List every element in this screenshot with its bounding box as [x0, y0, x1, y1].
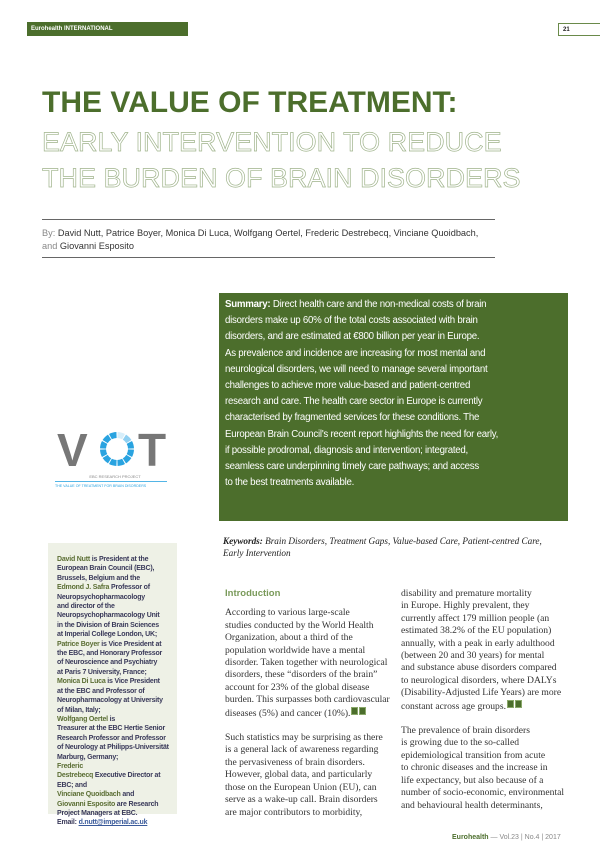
bio-line	[57, 668, 173, 677]
reference-marker-icon[interactable]	[515, 700, 522, 708]
text-line	[401, 800, 573, 812]
email-label: Email:	[57, 819, 79, 827]
bio-line	[57, 583, 173, 592]
text-line-content: account for 23% of the global disease	[225, 681, 370, 693]
text-line	[401, 687, 573, 699]
bio-email-line	[57, 818, 173, 827]
byline-label: By:	[42, 228, 56, 238]
summary-line	[225, 427, 562, 443]
text-line	[225, 620, 397, 632]
summary-line	[225, 443, 562, 459]
email-link[interactable]: d.nutt@imperial.ac.uk	[78, 819, 148, 827]
bio-name: Monica Di Luca	[57, 678, 106, 686]
logo-caption-1: EBC RESEARCH PROJECT	[89, 474, 141, 479]
divider	[42, 219, 495, 220]
bio-text: Marburg, Germany;	[57, 753, 119, 761]
footer	[452, 834, 561, 841]
summary-line	[225, 297, 562, 313]
bio-text: at Paris 7 University, France;	[57, 668, 147, 676]
reference-marker-icon[interactable]	[351, 707, 358, 715]
text-line-content: life expectancy, but also because of a	[401, 774, 544, 786]
bio-text: European Brain Council (EBC),	[57, 565, 155, 573]
logo-caption-2: THE VALUE OF TREATMENT FOR BRAIN DISORDERS	[55, 484, 147, 488]
text-line-content: annually, with a peak in early adulthood	[401, 637, 555, 649]
bio-line	[57, 630, 173, 639]
text-line-content: constant across age groups.	[401, 700, 506, 712]
bio-text: of Neurology at Philipps-Universität	[57, 744, 169, 752]
bio-line	[57, 715, 173, 724]
bio-text: Project Managers at EBC.	[57, 809, 138, 817]
footer-sep: |	[539, 834, 546, 841]
bio-text: of Neuroscience and Psychiatry	[57, 659, 158, 667]
bio-line	[57, 640, 173, 649]
bio-name: Edmond J. Safra	[57, 584, 110, 592]
bio-name: Destrebecq	[57, 772, 94, 780]
summary-line	[225, 362, 562, 378]
bio-line	[57, 564, 173, 573]
text-line-content: diseases (5%) and cancer (10%).	[225, 707, 351, 719]
bio-text: is Vice President	[105, 678, 160, 686]
text-line-content: Organization, about a third of the	[225, 632, 353, 644]
bio-text: and director of the	[57, 603, 115, 611]
bio-line	[57, 753, 173, 762]
text-line	[401, 737, 573, 749]
keywords-text: Early Intervention	[223, 547, 291, 558]
bio-name: Giovanni Esposito	[57, 800, 116, 808]
text-line-content: disorder. Taken together with neurological	[225, 657, 388, 669]
summary-line	[225, 346, 562, 362]
text-line	[225, 682, 397, 694]
text-line	[225, 744, 397, 756]
bio-text: of Milan, Italy;	[57, 706, 101, 714]
bio-line	[57, 781, 173, 790]
text-line	[225, 607, 397, 619]
text-line	[401, 588, 573, 600]
summary-line	[225, 394, 562, 410]
text-line-content: disorders, these “disorders of the brain”	[225, 669, 378, 681]
divider	[42, 257, 495, 258]
bio-text: is Vice President at	[99, 640, 162, 648]
text-line	[225, 732, 397, 744]
text-line-content: is growing due to the so-called	[401, 737, 520, 749]
bio-line	[57, 724, 173, 733]
bio-text: Neuropsychopharmacology	[57, 593, 145, 601]
bio-line	[57, 706, 173, 715]
paragraph	[401, 725, 573, 812]
bio-text: the EBC, and Honorary Professor	[57, 650, 163, 658]
intro-column-1	[225, 588, 397, 819]
text-line-content: to chronic diseases and the increase in	[401, 762, 548, 774]
text-line-content: those on the European Union (EU), can	[225, 781, 377, 793]
section-heading: Introduction	[225, 588, 281, 599]
text-line-content: However, global data, and particularly	[225, 769, 373, 781]
text-line-content: currently affect 179 million people (an	[401, 612, 550, 624]
bio-text: in the Division of Brain Sciences	[57, 621, 159, 629]
text-line-content: According to various large-scale	[225, 607, 350, 619]
text-line	[225, 632, 397, 644]
logo-ring-segment	[103, 455, 112, 464]
text-line-content: The prevalence of brain disorders	[401, 725, 530, 737]
bio-line	[57, 649, 173, 658]
bio-line	[57, 743, 173, 752]
text-line-content: disability and premature mortality	[401, 588, 532, 599]
intro-column-2	[401, 588, 573, 812]
bio-line	[57, 658, 173, 667]
text-line-content: the pervasiveness of brain disorders.	[225, 756, 365, 768]
text-line	[401, 725, 573, 737]
text-line-content: estimated 38.2% of the EU population)	[401, 625, 552, 637]
paragraph	[225, 607, 397, 720]
text-line	[401, 700, 573, 713]
bio-line	[57, 602, 173, 611]
text-line	[401, 750, 573, 762]
bio-name: Wolfgang Oertel	[57, 715, 108, 723]
summary-text: As prevalence and incidence are increasing for most mental and	[225, 347, 486, 359]
bio-name: Frederic	[57, 762, 84, 770]
bio-text: Professor of	[109, 584, 150, 592]
publication-header: Eurohealth INTERNATIONAL	[27, 22, 188, 36]
author-bio-sidebar	[48, 543, 177, 827]
paragraph	[401, 588, 573, 713]
text-line	[225, 794, 397, 806]
summary-text: characterised by fragmented services for these conditions. The	[225, 412, 480, 424]
authors: David Nutt, Patrice Boyer, Monica Di Luca, Wolfgang Oertel, Frederic Destrebecq, Vinciane Quoidbach,	[57, 228, 479, 238]
footer-journal: Eurohealth	[452, 834, 489, 841]
text-line	[225, 807, 397, 819]
text-line	[401, 787, 573, 799]
bio-line	[57, 611, 173, 620]
summary-line	[225, 475, 562, 491]
text-line	[401, 762, 573, 774]
text-line	[225, 669, 397, 681]
page-number: 21	[558, 23, 600, 36]
bio-text: Brussels, Belgium and the	[57, 574, 140, 582]
bio-line	[57, 574, 173, 583]
text-line	[401, 638, 573, 650]
text-line	[225, 769, 397, 781]
reference-marker-icon[interactable]	[507, 700, 514, 708]
logo-letter-v: V	[57, 424, 88, 476]
bio-text: Research Professor and Professor	[57, 734, 166, 742]
bio-text: is President at the	[90, 556, 149, 563]
summary-line	[225, 410, 562, 426]
bio-line	[57, 677, 173, 686]
keywords	[223, 536, 573, 559]
summary-line	[225, 378, 562, 394]
logo-ring-segment	[103, 435, 112, 444]
text-line-content: Such statistics may be surprising as there	[225, 732, 383, 744]
text-line-content: and behavioural health determinants,	[401, 799, 543, 811]
logo-letter-t: T	[138, 424, 167, 476]
footer-volume: Vol.23	[499, 834, 519, 841]
title-line-3: THE BURDEN OF BRAIN DISORDERS	[42, 163, 521, 193]
footer-year: 2017	[545, 834, 561, 841]
text-line	[401, 775, 573, 787]
text-line	[225, 757, 397, 769]
keywords-label: Keywords:	[223, 536, 263, 546]
bio-name: David Nutt	[57, 556, 91, 563]
text-line-content: burden. This surpasses both cardiovascular	[225, 694, 390, 706]
text-line	[401, 662, 573, 674]
bio-text: are Research	[115, 800, 159, 808]
summary-text: to the best treatments available.	[225, 477, 355, 489]
text-line	[225, 645, 397, 657]
logo-ring-segment	[123, 435, 132, 444]
bio-line	[57, 762, 173, 771]
summary-text: challenges to achieve more value-based and patient-centred	[225, 380, 471, 392]
text-line	[401, 650, 573, 662]
bio-text: Neuropharmacology at University	[57, 697, 163, 705]
bio-text: Neuropsychopharmacology Unit	[57, 612, 160, 620]
summary-text: European Brain Council's recent report highlights the need for early,	[225, 428, 499, 440]
bio-name: Patrice Boyer	[57, 640, 100, 648]
bio-name: Vinciane Quoidbach	[57, 791, 121, 799]
bio-line	[57, 696, 173, 705]
text-line	[225, 657, 397, 669]
summary-text: Direct health care and the non-medical costs of brain	[270, 299, 487, 310]
bio-line	[57, 771, 173, 780]
keywords-text: Brain Disorders, Treatment Gaps, Value-based Care, Patient-centred Care,	[262, 536, 542, 546]
byline-and: and	[42, 240, 58, 251]
bio-text: Executive Director at	[93, 772, 161, 780]
bio-text: at the EBC and Professor of	[57, 687, 145, 695]
summary-text: neurological disorders, we will need to manage several important	[225, 363, 488, 375]
bio-line	[57, 593, 173, 602]
summary-text: seamless care underpinning timely care pathways; and access	[225, 461, 479, 473]
text-line	[401, 625, 573, 637]
text-line-content: epidemiological transition from acute	[401, 749, 546, 761]
summary-line	[225, 459, 562, 475]
text-line-content: number of socio-economic, environmental	[401, 787, 565, 799]
vot-logo	[55, 418, 175, 498]
footer-sep: —	[488, 834, 500, 841]
text-line-content: serve as a wake-up call. Brain disorders	[225, 794, 378, 806]
text-line-content: (between 20 and 30 years) for mental	[401, 650, 545, 662]
footer-issue: No.4	[524, 834, 540, 841]
bio-line	[57, 734, 173, 743]
bio-line	[57, 790, 173, 799]
text-line-content: are major contributors to morbidity,	[225, 806, 363, 818]
text-line-content: population worldwide have a mental	[225, 644, 366, 656]
summary-text: disorders, and are estimated at €800 billion per year in Europe.	[225, 331, 480, 343]
bio-text: EBC; and	[57, 781, 87, 789]
bio-text: is	[107, 715, 116, 723]
bio-text: Treasurer at the EBC Hertie Senior	[57, 725, 165, 733]
text-line-content: studies conducted by the World Health	[225, 619, 374, 631]
text-line-content: in Europe. Highly prevalent, they	[401, 600, 530, 612]
summary-text: research and care. The health care sector in Europe is currently	[225, 396, 483, 408]
text-line-content: is a general lack of awareness regarding	[225, 744, 379, 756]
authors-last: Giovanni Esposito	[59, 240, 134, 251]
summary-line	[225, 329, 562, 345]
text-line	[401, 613, 573, 625]
text-line	[225, 707, 397, 720]
reference-marker-icon[interactable]	[359, 707, 366, 715]
bio-line	[57, 555, 173, 564]
text-line-content: to neurological disorders, where DALYs	[401, 674, 557, 686]
byline	[42, 227, 502, 252]
bio-line	[57, 687, 173, 696]
title-line-2: EARLY INTERVENTION TO REDUCE	[42, 127, 502, 157]
text-line	[225, 694, 397, 706]
text-line	[401, 675, 573, 687]
summary-box	[219, 293, 568, 521]
bio-text: and	[120, 791, 135, 799]
bio-line	[57, 621, 173, 630]
summary-text: disorders make up 60% of the total costs associated with brain	[225, 315, 478, 327]
bio-line	[57, 800, 173, 809]
logo-ring-icon	[100, 432, 134, 466]
paragraph	[225, 732, 397, 819]
summary-line	[225, 313, 562, 329]
summary-label: Summary:	[225, 299, 271, 310]
summary-text: if possible prodromal, diagnosis and intervention; integrated,	[225, 444, 468, 456]
footer-sep: |	[518, 834, 525, 841]
text-line-content: and substance abuse disorders compared	[401, 662, 557, 674]
bio-text: at Imperial College London, UK;	[57, 631, 157, 639]
title-line-1: THE VALUE OF TREATMENT:	[42, 86, 458, 119]
text-line	[225, 782, 397, 794]
bio-line	[57, 809, 173, 818]
text-line-content: (Disability-Adjusted Life Years) are more	[401, 687, 562, 699]
logo-ring-segment	[123, 455, 132, 464]
text-line	[401, 600, 573, 612]
